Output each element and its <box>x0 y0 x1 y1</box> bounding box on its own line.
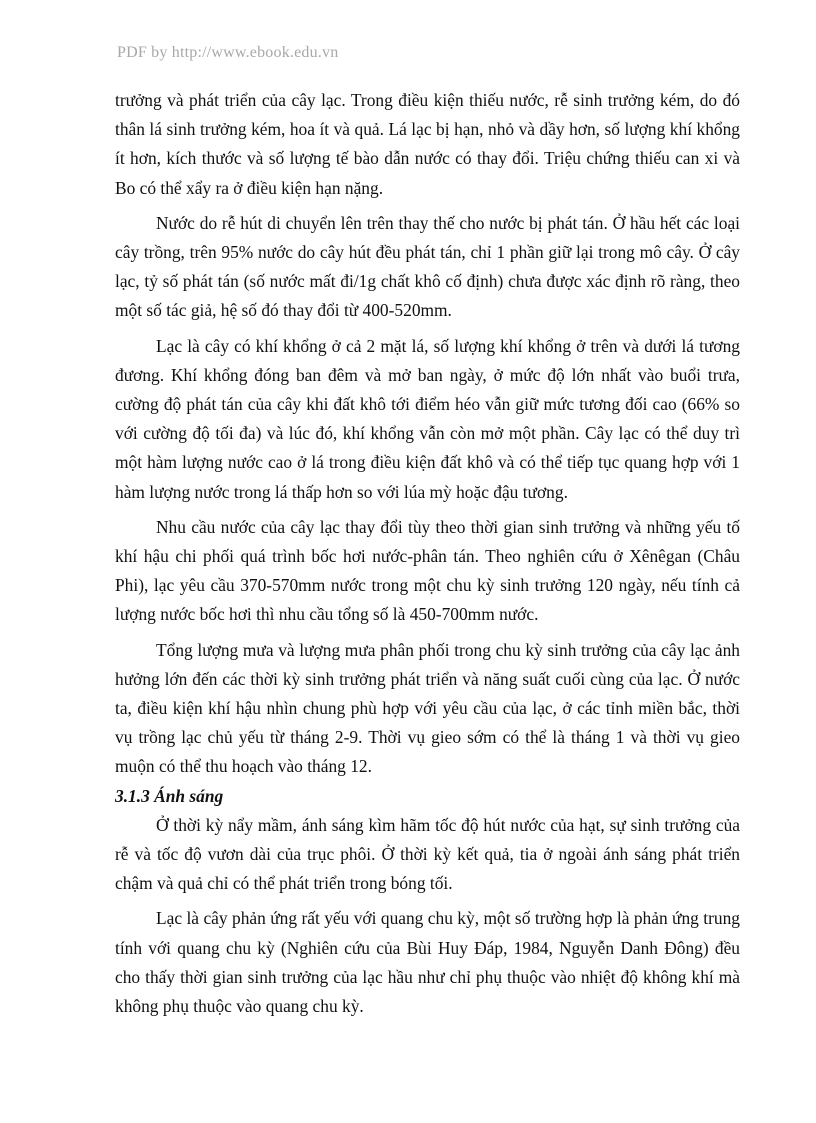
paragraph-water-deficit: trưởng và phát triển của cây lạc. Trong điều kiện thiếu nước, rễ sinh trưởng kém, do đó thân lá sinh trưởng kém, hoa ít và quả. Lá lạc bị hạn, nhỏ và dầy hơn, số lượng khí khổng ít hơn, kích thước và số lượng tế bào dẫn nước có thay đổi. Triệu chứng thiếu can xi và Bo có thể xẩy ra ở điều kiện hạn nặng. <box>115 90 740 198</box>
paragraph-germination-light: Ở thời kỳ nẩy mầm, ánh sáng kìm hãm tốc độ hút nước của hạt, sự sinh trưởng của rễ và tốc độ vươn dài của trục phôi. Ở thời kỳ kết quả, tia ở ngoài ánh sáng phát triển chậm và quả chỉ có thể phát triển trong bóng tối. <box>115 814 740 894</box>
paragraph-transpiration: Nước do rễ hút di chuyển lên trên thay thế cho nước bị phát tán. Ở hầu hết các loại cây trồng, trên 95% nước do cây hút đều phát tán, chỉ 1 phần giữ lại trong mô cây. Ở cây lạc, tỷ số phát tán (số nước mất đi/1g chất khô cố định) chưa được xác định rõ ràng, theo một số tác giả, hệ số đó thay đổi từ 400-520mm. <box>115 212 740 321</box>
paragraph-rainfall: Tổng lượng mưa và lượng mưa phân phối trong chu kỳ sinh trưởng của cây lạc ảnh hưởng lớn đến các thời kỳ sinh trưởng phát triển và năng suất cuối cùng của lạc. Ở nước ta, điều kiện khí hậu nhìn chung phù hợp với yêu cầu của lạc, ở các tỉnh miền bắc, thời vụ trồng lạc chủ yếu từ tháng 2-9. Thời vụ gieo sớm có thể là tháng 1 và thời vụ gieo muộn có thể thu hoạch vào tháng 12. <box>115 639 740 777</box>
watermark-url: PDF by http://www.ebook.edu.vn <box>117 44 339 61</box>
paragraph-photoperiod: Lạc là cây phản ứng rất yếu với quang chu kỳ, một số trường hợp là phản ứng trung tính với quang chu kỳ (Nghiên cứu của Bùi Huy Đáp, 1984, Nguyễn Danh Đông) đều cho thấy thời gian sinh trưởng của lạc hầu như chỉ phụ thuộc vào nhiệt độ không khí mà không phụ thuộc vào quang chu kỳ. <box>115 908 740 1017</box>
paragraph-stomata: Lạc là cây có khí khổng ở cả 2 mặt lá, số lượng khí khổng ở trên và dưới lá tương đương. Khí khổng đóng ban đêm và mở ban ngày, ở mức độ lớn nhất vào buổi trưa, cường độ phát tán của cây khi đất khô tới điểm héo vẫn giữ mức tương đối cao (66% so với cường độ tối đa) và lúc đó, khí khổng vẫn còn mở một phần. Cây lạc có thể duy trì một hàm lượng nước cao ở lá trong điều kiện đất khô và có thể tiếp tục quang hợp với 1 hàm lượng nước trong lá thấp hơn so với lúa mỳ hoặc đậu tương. <box>115 335 740 502</box>
paragraph-water-requirement: Nhu cầu nước của cây lạc thay đổi tùy theo thời gian sinh trưởng và những yếu tố khí hậu chi phối quá trình bốc hơi nước-phân tán. Theo nghiên cứu ở Xênêgan (Châu Phi), lạc yêu cầu 370-570mm nước trong một chu kỳ sinh trưởng 120 ngày, nếu tính cả lượng nước bốc hơi thì nhu cầu tổng số là 450-700mm nước. <box>115 516 740 625</box>
section-heading-light: 3.1.3 Ánh sáng <box>115 785 224 806</box>
document-body <box>115 86 740 1021</box>
